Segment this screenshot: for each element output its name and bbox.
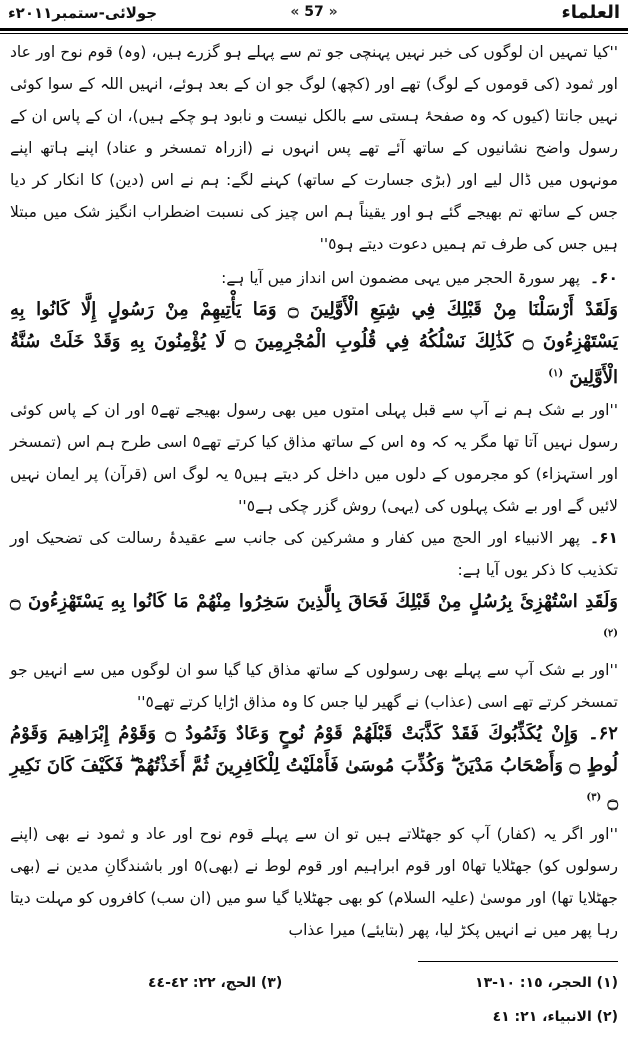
arabic-verse-text: وَلَقَدِ اسْتُهْزِئَ بِرُسُلٍ مِنْ قَبْلِكَ فَحَاقَ بِالَّذِينَ سَخِرُوا مِنْهُمْ مَا كَانُوا بِهِ يَسْتَهْزِءُونَ ۝ [10,591,618,612]
footnote-ref: (٣) [586,792,602,803]
translation-61: ''اور بے شک آپ سے پہلے بھی رسولوں کے ساتھ مذاق کیا گیا سو ان لوگوں میں سے انہیں جو تمسخر کرتے تھے اسی (عذاب) نے گھیر لیا جس کا وہ مذاق اڑایا کرتے تھے٥'' [10,661,618,711]
ornament-left-icon: « [290,4,300,20]
section-intro-text: پھر الانبیاء اور الحج میں کفار و مشرکین کی جانب سے عقیدۂ رسالت کی تضحیک اور تکذیب کا ذکر یوں آیا ہے: [10,529,618,579]
section-number: ۶۱۔ [589,529,618,547]
footnote-2: (٢) الانبیاء، ٢١: ٤١ [492,1009,618,1025]
footnote-ref: (١) [548,368,564,379]
arabic-verse-61 [10,586,618,654]
footnote-row [148,1000,618,1034]
page-header [0,0,628,28]
translation-60: ''اور بے شک ہم نے آپ سے قبل پہلی امتوں میں بھی رسول بھیجے تھے٥ اور ان کے پاس کوئی رسول نہیں آتا تھا مگر یہ کہ وہ اس کے ساتھ مذاق کیا کرتے تھے٥ اسی طرح ہم اس (تمسخر اور استہزاء) کو مجرموں کے دلوں میں داخل کر دیتے ہیں٥ یہ لوگ اس (قرآن) پر ایمان نہیں لائیں گے اور بے شک پہلوں کی (یہی) روش گزر چکی ہے٥'' [10,401,619,515]
page-number-value: 57 [304,4,324,20]
footnote-rule [418,961,618,962]
section-number: ۶۲۔ [588,723,618,744]
section-60-intro [10,262,618,294]
translation-62: ''اور اگر یہ (کفار) آپ کو جھٹلاتے ہیں تو ان سے پہلے قوم نوح اور عاد و ثمود نے بھی (اپنے رسولوں کو) جھٹلایا تھا٥ اور قوم ابراہیم اور قوم لوط نے (بھی)٥ اور باشندگانِ مدین نے (بھی جھٹلایا تھا) اور موسیٰ (علیہ السلام) کو بھی جھٹلایا گیا سو میں (ان سب) کافروں کو مہلت دیتا رہا پھر میں نے انہیں پکڑ لیا، پھر (بتایئے) میرا عذاب [10,825,619,939]
journal-title: العلماء [561,2,620,23]
arabic-verse-text: وَإِنْ يُكَذِّبُوكَ فَقَدْ كَذَّبَتْ قَبْلَهُمْ قَوْمُ نُوحٍ وَعَادٌ وَثَمُودُ ۝ وَقَوْمُ إِبْرَاهِيمَ وَقَوْمُ لُوطٍ ۝ وَأَصْحَابُ مَدْيَنَ ۖ وَكُذِّبَ مُوسَىٰ فَأَمْلَيْتُ لِلْكَافِرِينَ ثُمَّ أَخَذْتُهُمْ ۖ فَكَيْفَ كَانَ نَكِيرِ ۝ [10,723,618,812]
footnote-row [148,966,618,1000]
footnote-3: (٣) الحج، ٢٢: ٤٢-٤٤ [148,975,283,991]
footnote-1: (١) الحجر، ١٥: ١٠-١٣ [475,975,618,991]
section-number: ۶۰۔ [589,269,618,287]
main-text [10,36,618,946]
ornament-right-icon: » [328,4,338,20]
arabic-verse-text: وَلَقَدْ أَرْسَلْنَا مِنْ قَبْلِكَ فِي شِيَعِ الْأَوَّلِينَ ۝ وَمَا يَأْتِيهِمْ مِنْ رَسُولٍ إِلَّا كَانُوا بِهِ يَسْتَهْزِءُونَ ۝ كَذَٰلِكَ نَسْلُكُهُ فِي قُلُوبِ الْمُجْرِمِينَ ۝ لَا يُؤْمِنُونَ بِهِ وَقَدْ خَلَتْ سُنَّةُ الْأَوَّلِينَ [10,299,618,388]
section-61-intro [10,522,618,586]
footnotes [148,966,618,1034]
footnote-ref: (٢) [603,628,618,639]
arabic-verse-62 [10,718,618,818]
quote-paragraph-1: ''کیا تمہیں ان لوگوں کی خبر نہیں پہنچی جو تم سے پہلے ہو گزرے ہیں، (وہ) قوم نوح اور عاد اور ثمود (کی قوموں کے لوگ) تھے اور (کچھ) لوگ جو ان کے بعد ہوئے، انہیں اللہ کے سوا کوئی نہیں جانتا (کیوں کہ وہ صفحۂ ہستی سے بالکل نیست و نابود ہو چکے ہیں)، ان کے پاس ان کے رسول واضح نشانیوں کے ساتھ آئے تھے پس انہوں نے (ازراہ تمسخر و عناد) اپنے ہاتھ اپنے مونہوں میں ڈال لیے اور (بڑی جسارت کے ساتھ) کہنے لگے: ہم نے اس (دین) کا انکار کر دیا جس کے ساتھ تم بھیجے گئے ہو اور یقیناً ہم اس چیز کی نسبت اضطراب انگیز شک میں مبتلا ہیں جس کی طرف تم ہمیں دعوت دیتے ہو٥'' [10,43,618,253]
header-rule-thick [0,28,628,31]
section-intro-text: پھر سورۃ الحجر میں یہی مضمون اس انداز میں آیا ہے: [221,269,580,287]
header-rule-thin [0,33,628,34]
issue-date: جولائی-ستمبر۲۰۱۱ء [8,4,158,22]
arabic-verse-60 [10,294,618,394]
